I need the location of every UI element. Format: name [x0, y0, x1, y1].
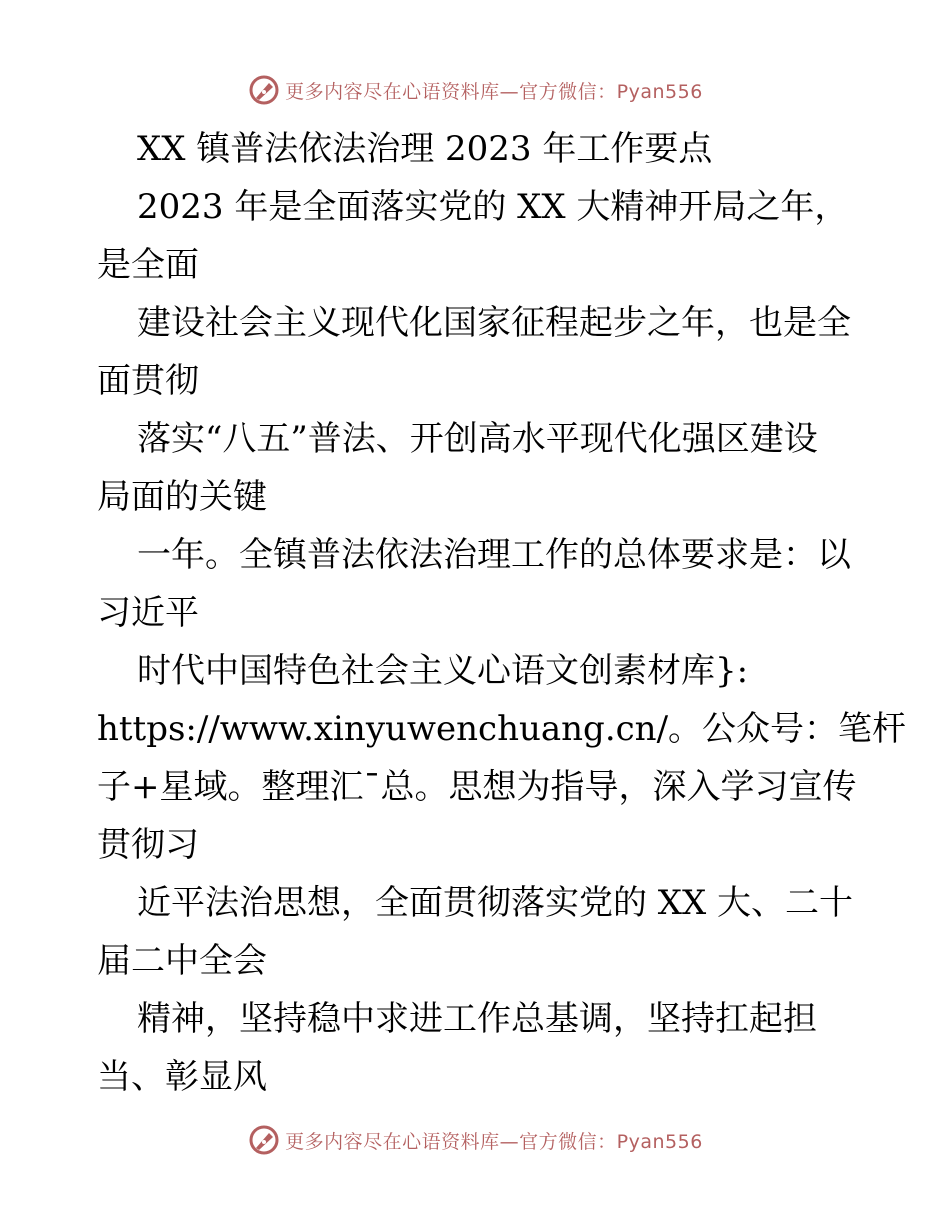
text-line: 建设社会主义现代化国家征程起步之年，也是全 — [137, 303, 851, 343]
pen-nib-circle-icon — [247, 73, 281, 107]
text-line: 落实“八五”普法、开创高水平现代化强区建设 — [137, 419, 818, 459]
text-line: https://www.xinyuwenchuang.cn/。公众号：笔杆 — [97, 709, 907, 749]
text-line: 习近平 — [97, 593, 199, 633]
text-line: 精神，坚持稳中求进工作总基调，坚持扛起担 — [137, 999, 817, 1039]
header-banner — [0, 70, 950, 110]
pen-nib-circle-icon — [247, 1123, 281, 1157]
text-line: 近平法治思想，全面贯彻落实党的 XX 大、二十 — [137, 883, 854, 923]
text-line: 时代中国特色社会主义心语文创素材库}: — [137, 651, 749, 691]
text-line: 贯彻习 — [97, 825, 199, 865]
banner-text: 更多内容尽在心语资料库—官方微信：Pyan556 — [285, 80, 703, 103]
document-body — [97, 120, 907, 1106]
text-line: 一年。全镇普法依法治理工作的总体要求是：以 — [137, 535, 851, 575]
text-line: 面贯彻 — [97, 361, 199, 401]
text-line: 局面的关键 — [97, 477, 267, 517]
text-line: 届二中全会 — [97, 941, 267, 981]
text-line: XX 镇普法依法治理 2023 年工作要点 — [137, 129, 713, 169]
text-line: 子+星域。整理汇¯总。思想为指导，深入学习宣传 — [97, 767, 857, 807]
text-line: 2023 年是全面落实党的 XX 大精神开局之年， — [137, 187, 849, 227]
text-line: 是全面 — [97, 245, 199, 285]
text-line: 当、彰显风 — [97, 1057, 267, 1097]
banner-text: 更多内容尽在心语资料库—官方微信：Pyan556 — [285, 1130, 703, 1153]
footer-banner — [0, 1120, 950, 1160]
